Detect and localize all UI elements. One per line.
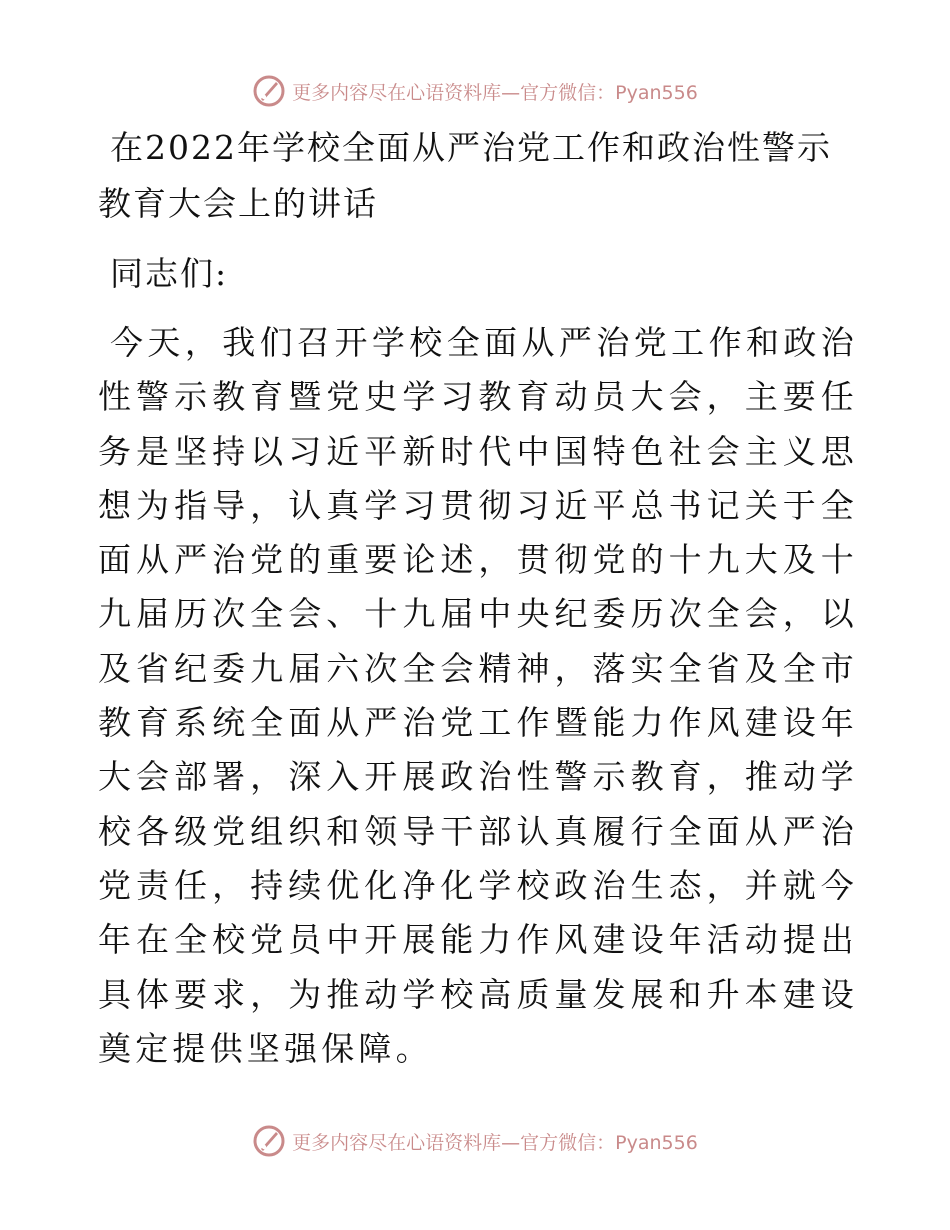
header-watermark — [0, 74, 950, 108]
footer-watermark — [0, 1124, 950, 1158]
watermark-text: 更多内容尽在心语资料库—官方微信：Pyan556 — [292, 81, 698, 104]
salutation: 同志们: — [110, 254, 229, 293]
body-paragraph: 今天，我们召开学校全面从严治党工作和政治性警示教育暨党史学习教育动员大会，主要任务是坚持以习近平新时代中国特色社会主义思想为指导，认真学习贯彻习近平总书记关于全面从严治党的重要论述，贯彻党的十九大及十九届历次全会、十九届中央纪委历次全会，以及省纪委九届六次全会精神，落实全省及全市教育系统全面从严治党工作暨能力作风建设年大会部署，深入开展政治性警示教育，推动学校各级党组织和领导干部认真履行全面从严治党责任，持续优化净化学校政治生态，并就今年在全校党员中开展能力作风建设年活动提出具体要求，为推动学校高质量发展和升本建设奠定提供坚强保障。 — [98, 323, 858, 1068]
watermark-text: 更多内容尽在心语资料库—官方微信：Pyan556 — [292, 1131, 698, 1154]
quill-seal-icon — [252, 1124, 286, 1158]
document-title: 在2022年学校全面从严治党工作和政治性警示教育大会上的讲话 — [98, 128, 832, 223]
document-body — [98, 120, 858, 1076]
quill-seal-icon — [252, 74, 286, 108]
